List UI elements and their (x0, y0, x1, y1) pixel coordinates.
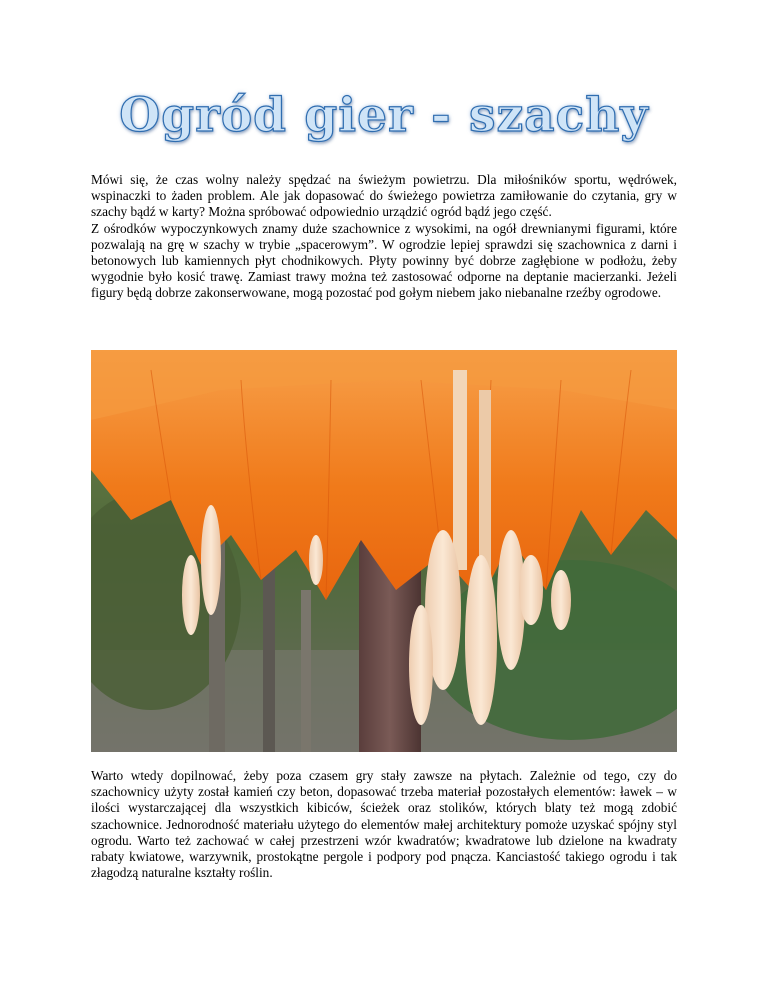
paragraph-1: Mówi się, że czas wolny należy spędzać na świeżym powietrzu. Dla miłośników sportu, wędrówek, wspinaczki to żaden problem. Ale jak dopasować do świeżego powietrza zamiłowanie do czytania, gry w szachy bądź w karty? Można spróbować odpowiednio urządzić ogród bądź jego część. (91, 172, 677, 220)
flower-photo (91, 350, 677, 752)
paragraph-3: Warto wtedy dopilnować, żeby poza czasem gry stały zawsze na płytach. Zależnie od tego, czy do szachownicy użyty został kamień czy beton, dopasować trzeba materiał pozostałych elementów: ławek – w ilości wystarczającej dla wszystkich kibiców, ścieżek oraz stolików, których blaty też mogą zdobić szachownice. Jednorodność materiału użytego do elementów małej architektury pomoże uzyskać spójny styl ogrodu. Warto też zachować w całej przestrzeni wzór kwadratów; kwadratowe lub dzielone na kwadraty rabaty kwiatowe, warzywnik, prostokątne pergole i podpory pod pnącza. Kanciastość takiego ogrodu i tak złagodzą naturalne kształty roślin. (91, 768, 677, 881)
paragraph-2: Z ośrodków wypoczynkowych znamy duże szachownice z wysokimi, na ogół drewnianymi figurami, które pozwalają na grę w szachy w trybie „spacerowym”. W ogrodzie lepiej sprawdzi się szachownica z darni i betonowych lub kamiennych płyt chodnikowych. Płyty powinny być dobrze zagłębione w podłożu, żeby wygodnie było kosić trawę. Zamiast trawy można też zastosować odporne na deptanie macierzanki. Jeżeli figury będą dobrze zakonserwowane, mogą pozostać pod gołym niebem jako niebanalne rzeźby ogrodowe. (91, 220, 677, 301)
intro-text (91, 172, 677, 302)
crown-imperial-flower-image (91, 350, 677, 752)
page-title: Ogród gier - szachy (119, 88, 649, 143)
